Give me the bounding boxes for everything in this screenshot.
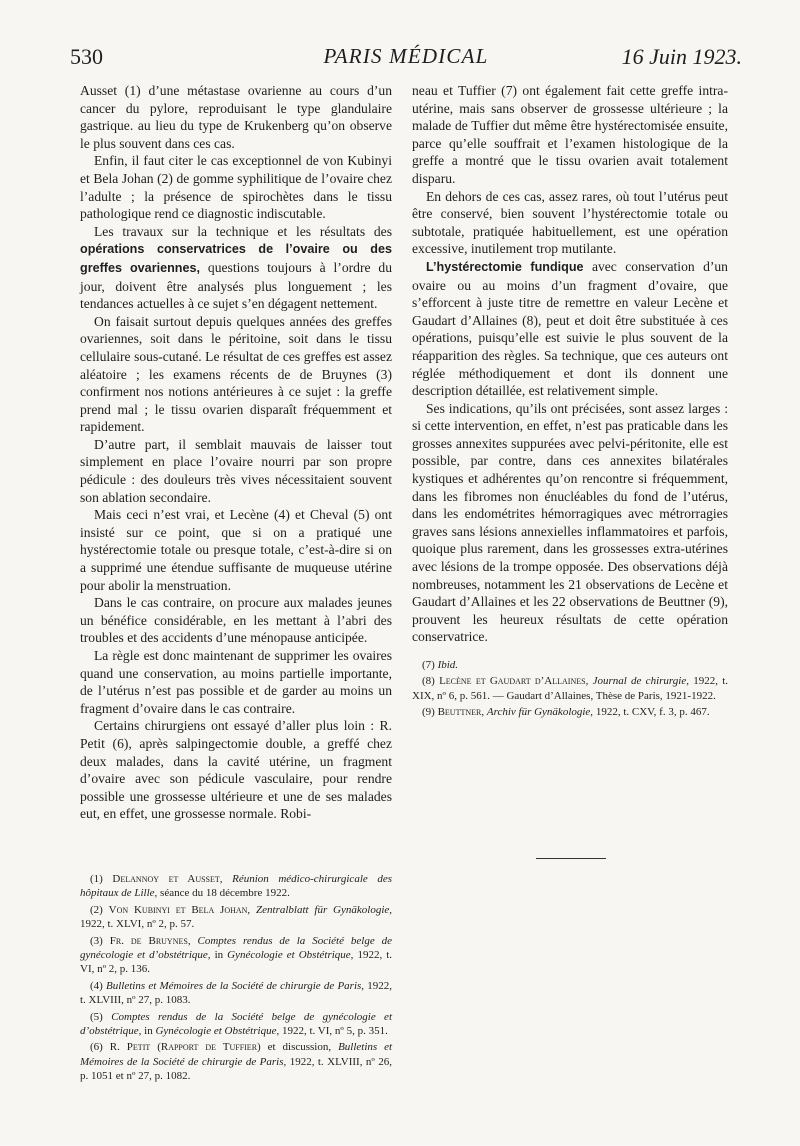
footnote-author: Von Kubinyi et Bela Johan, xyxy=(108,903,251,916)
footnote-title: Comptes rendus de la Société belge de gynécologie et d’obstétrique, xyxy=(80,934,393,962)
footnote-text: 1922, t. VI, nº 2, p. 136. xyxy=(80,949,393,976)
paragraph: D’autre part, il semblait mauvais de laisser tout simplement en place l’ovaire nourri par son propre pédicule : des douleurs très vives nécessitaient souvent son ablation secondaire. xyxy=(80,436,392,505)
footnote-text: et discussion, xyxy=(267,1041,332,1054)
right-column xyxy=(412,82,728,722)
footnote-title: Gynécologie et Obstétrique, xyxy=(227,949,354,962)
footnote-text: 1922, t. XIX, nº 6, p. 561. — Gaudart d’Allaines, Thèse de Paris, 1921-1922. xyxy=(412,675,729,702)
paragraph-text: questions toujours à l’ordre du jour, doivent être analysés plus longuement ; les tendances actuelles à ce sujet s’en dégagent nettement. xyxy=(80,259,393,312)
page-header xyxy=(70,44,742,76)
footnote xyxy=(412,705,728,719)
footnote xyxy=(80,1010,392,1039)
footnote-text: 1922, t. XLVIII, nº 26, p. 1051 et nº 27, p. 1082. xyxy=(80,1055,392,1083)
footnote-text: séance du 18 décembre 1922. xyxy=(160,887,290,900)
footnote-number: (7) xyxy=(422,659,435,671)
footnote-number: (6) xyxy=(90,1041,103,1054)
footnote xyxy=(80,872,392,901)
bold-term: L’hystérectomie fundique xyxy=(426,259,584,274)
section-divider xyxy=(536,858,606,859)
footnote-author: Lecène et Gaudart d’Allaines, xyxy=(439,675,589,688)
left-column xyxy=(80,82,392,823)
paragraph: En dehors de ces cas, assez rares, où tout l’utérus peut être conservé, bien souvent l’hystérectomie totale ou subtotale, pratiquée habituellement, est une opération excessive, inutilement trop mutilante. xyxy=(412,188,728,257)
footnote-title: Bulletins et Mémoires de la Société de chirurgie de Paris, xyxy=(106,979,365,992)
footnote-title: Réunion médico-chirurgicale des hôpitaux de Lille, xyxy=(80,873,393,900)
footnote-title: Bulletins et Mémoires de la Société de chirurgie de Paris, xyxy=(80,1041,393,1068)
footnote-number: (2) xyxy=(90,903,103,916)
paragraph: La règle est donc maintenant de supprimer les ovaires quand une conservation, au moins partielle importante, de l’utérus n’est pas possible et de garder au moins un fragment d’ovaire dans le cas contraire. xyxy=(80,648,392,716)
paragraph: Ausset (1) d’une métastase ovarienne au cours d’un cancer du pylore, reproduisant le type glandulaire gastrique. au lieu du type de Krukenberg qu’on observe le plus souvent dans ces cas. xyxy=(80,83,392,151)
issue-date: 16 Juin 1923. xyxy=(621,44,742,69)
paragraph-text: avec conservation d’un ovaire ou au moins d’un fragment d’ovaire, que s’efforcent à juste titre de remettre en valeur Lecène et Gaudart d’Allaines (8), peut et doit être substituée à ces opérations, puisqu’elle est suivie le plus souvent de la réapparition des règles. Sa technique, que ces auteurs ont réglée méthodiquement et dont ils donnent une description détaillée, est relativement simple. xyxy=(412,258,728,399)
page-number: 530 xyxy=(70,44,103,69)
journal-title: PARIS MÉDICAL xyxy=(323,44,489,68)
paragraph: Dans le cas contraire, on procure aux malades jeunes un bénéfice considérable, en les mettant à l’abri des troubles et des accidents d’une ménopause anticipée. xyxy=(80,595,392,646)
footnotes-left xyxy=(80,872,392,1086)
paragraph: neau et Tuffier (7) ont également fait cette greffe intra-utérine, mais sans observer de grossesse ultérieure ; la malade de Tuffier dut même être hystérectomisée ensuite, parce qu’elle souffrait et l’examen histologique de la greffe a montré que le tissu ovarien avait totalement disparu. xyxy=(412,83,728,186)
paragraph: Ses indications, qu’ils ont précisées, sont assez larges : si cette intervention, en effet, n’est pas praticable dans les grosses annexites suppurées avec pelvi-péritonite, elle est possible, par contre, dans ces annexites bilatérales kystiques et adhérentes qu’on rencontre si fréquemment, dans les fibromes non énucléables du fond de l’utérus, dans les endométrites hémorragiques avec métrorragies graves sans lésions annexielles inflammatoires et parfois, quoique plus rarement, dans les grossesses extra-utérines avec lésions de la trompe opposée. Des observations déjà nombreuses, notamment les 21 observations de Lecène et Gaudart d’Allaines et les 22 observations de Beuttner (9), prouvent les heureux résultats de cette opération conservatrice. xyxy=(412,400,728,645)
paragraph: Mais ceci n’est vrai, et Lecène (4) et Cheval (5) ont insisté sur ce point, que si on a pratiqué une hystérectomie totale ou presque totale, c’est-à-dire si on a supprimé une étendue suffisante de muqueuse utérine pour abolir la menstruation. xyxy=(80,507,392,593)
footnote-text: 1922, t. XLVI, nº 2, p. 57. xyxy=(80,918,195,931)
footnote xyxy=(412,674,728,703)
footnote-title: Zentralblatt für Gynäkologie, xyxy=(256,903,393,916)
footnotes-right xyxy=(412,658,728,720)
footnote-text: 1922, t. CXV, f. 3, p. 467. xyxy=(595,706,710,719)
bold-term: opérations conservatrices de l’ovaire ou des greffes ovariennes, xyxy=(80,242,392,275)
paragraph xyxy=(80,223,392,313)
footnote-text: (Rapport de Tuffier) xyxy=(157,1041,261,1054)
footnote-author: Delannoy et Ausset, xyxy=(112,873,223,885)
paragraph xyxy=(412,258,728,400)
footnote-text: in xyxy=(214,949,224,962)
footnote-author: Fr. de Bruynes, xyxy=(109,934,191,947)
footnote-number: (3) xyxy=(90,934,103,947)
paragraph: Certains chirurgiens ont essayé d’aller plus loin : R. Petit (6), après salpingectomie double, a greffé chez deux malades, dans la cavité utérine, un fragment d’ovaire avec son pédicule vasculaire, pour rendre possible une grossesse ultérieure et une de ses malades eut, en effet, une grossesse normale. Robi- xyxy=(80,718,392,822)
footnote-title: Archiv für Gynäkologie, xyxy=(486,706,594,719)
paragraph: Enfin, il faut citer le cas exceptionnel de von Kubinyi et Bela Johan (2) de gomme syphilitique de l’ovaire chez l’adulte ; la présence de spirochètes dans le tissu pathologique rend ce diagnostic indiscutable. xyxy=(80,153,392,222)
paragraph-text: Les travaux sur la technique et les résultats des xyxy=(94,223,392,239)
footnote xyxy=(80,903,392,932)
footnote xyxy=(80,934,392,977)
footnote-text: in xyxy=(144,1025,153,1038)
footnote-text: 1922, t. VI, nº 5, p. 351. xyxy=(281,1025,388,1038)
footnote-author: Beuttner, xyxy=(437,706,485,719)
footnote-text: 1922, t. XLVIII, nº 27, p. 1083. xyxy=(80,979,392,1007)
footnote-number: (9) xyxy=(422,706,435,719)
footnote-title: Journal de chirurgie, xyxy=(592,675,689,688)
footnote xyxy=(80,979,392,1008)
paragraph: On faisait surtout depuis quelques années des greffes ovariennes, soit dans le péritoine, soit dans le tissu cellulaire sous-cutané. Le résultat de ces greffes est assez aléatoire ; les examens récents de de Bruynes (3) confirment nos notions antérieures à ce sujet : la greffe prend mal ; le tissu ovarien disparaît fréquemment et rapidement. xyxy=(80,313,392,435)
footnote-number: (5) xyxy=(90,1010,103,1023)
footnote-number: (4) xyxy=(90,979,103,992)
footnote-number: (8) xyxy=(422,675,435,688)
footnote-number: (1) xyxy=(90,873,103,885)
footnote-title: Gynécologie et Obstétrique, xyxy=(155,1025,280,1038)
footnote-title: Ibid. xyxy=(437,659,459,671)
footnote-title: Comptes rendus de la Société belge de gynécologie et d’obstétrique, xyxy=(80,1010,392,1038)
footnote-author: R. Petit xyxy=(109,1041,151,1054)
footnote xyxy=(80,1040,392,1083)
footnote xyxy=(412,658,728,672)
